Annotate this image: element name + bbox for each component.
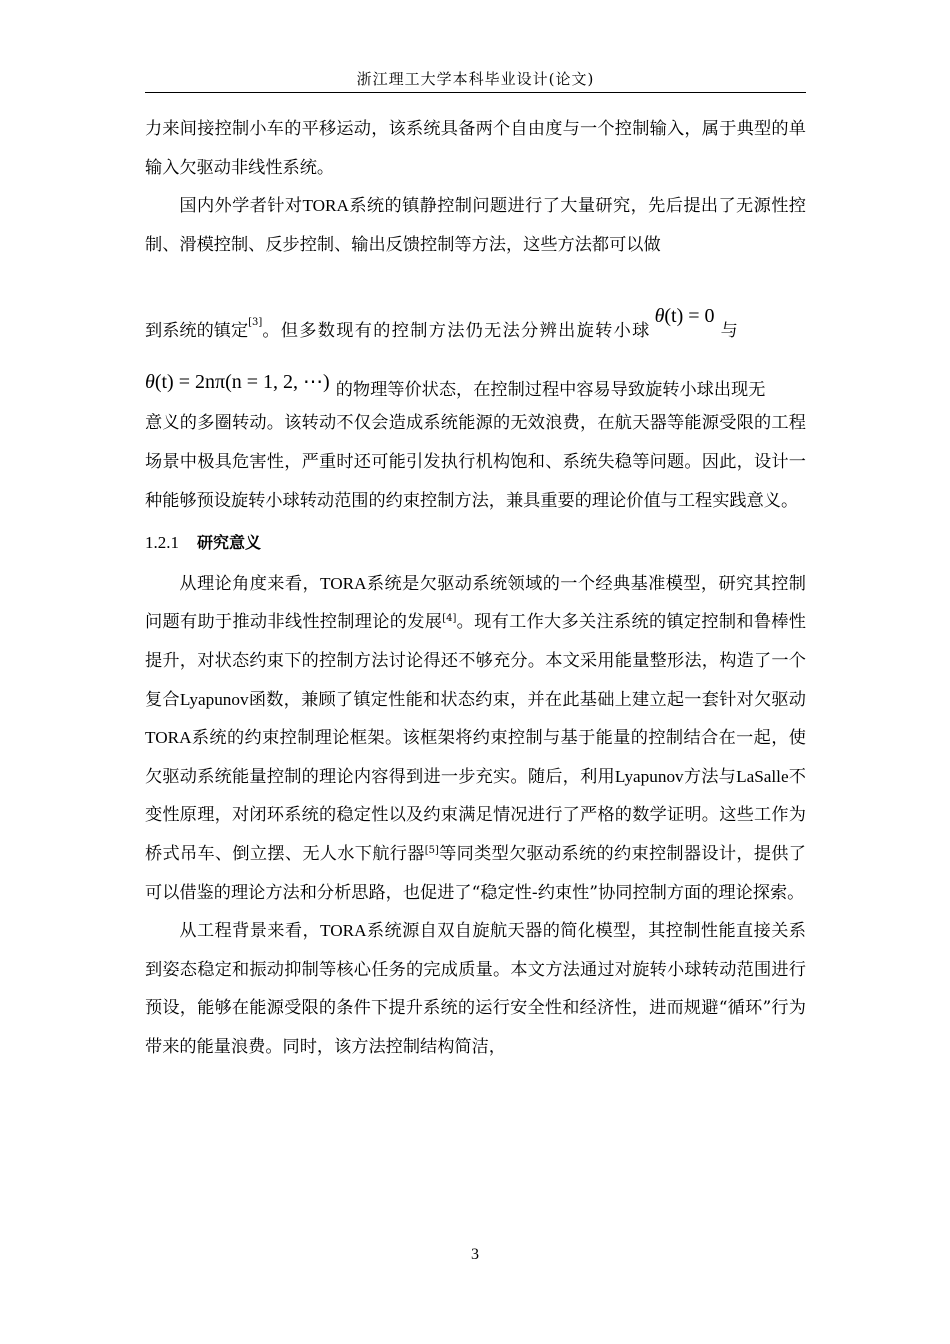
paragraph-4: 从工程背景来看，TORA系统源自双自旋航天器的简化模型，其控制性能直接关系到姿态稳定和振动抑制等核心任务的完成质量。本文方法通过对旋转小球转动范围进行预设，能够在能源受限的条件下提升系统的运行安全性和经济性，进而规避“循环”行为带来的能量浪费。同时，该方法控制结构简洁，: [145, 921, 806, 1057]
formula-theta-2npi: θ(t) = 2nπ(n = 1, 2, ⋯): [145, 371, 330, 394]
paragraph-3: 从理论角度来看，TORA系统是欠驱动系统领域的一个经典基准模型，研究其控制问题有助于推动非线性控制理论的发展[4]。现有工作大多关注系统的镇定控制和鲁棒性提升，对状态约束下的控制方法讨论得还不够充分。本文采用能量整形法，构造了一个复合Lyapunov函数，兼顾了镇定性能和状态约束，并在此基础上建立起一套针对欠驱动TORA系统的约束控制理论框架。该框架将约束控制与基于能量的控制结合在一起，使欠驱动系统能量控制的理论内容得到进一步充实。随后，利用Lyapunov方法与LaSalle不变性原理，对闭环系统的稳定性以及约束满足情况进行了严格的数学证明。这些工作为桥式吊车、倒立摆、无人水下航行器[5]等同类型欠驱动系统的约束控制器设计，提供了可以借鉴的理论方法和分析思路，也促进了“稳定性-约束性”协同控制方面的理论探索。: [145, 573, 806, 903]
header-rule: [145, 92, 806, 93]
citation-4: [4]: [442, 613, 457, 625]
formula-line-1: 到系统的镇定 [3] 。但多数现有的控制方法仍无法分辨出旋转小球 θ(t) = 0 与: [145, 264, 806, 346]
paragraph-1: 力来间接控制小车的平移运动，该系统具备两个自由度与一个控制输入，属于典型的单输入欠驱动非线性系统。: [145, 119, 806, 178]
citation-3: [3]: [248, 317, 263, 329]
paragraph-2: 国内外学者针对TORA系统的镇静控制问题进行了大量研究，先后提出了无源性控制、滑模控制、反步控制、输出反馈控制等方法，这些方法都可以做 到系统的镇定 [3] 。但多数现有的控制方法仍无法分辨出旋转小球 θ(t) = 0 与 θ(t) = 2nπ(n = 1, 2, ⋯) 的物理等价状态，在控制过程中容易导致旋转小球出现无 意义的多圈转动。该转动不仅会造成系统能源的无效浪费，在航天器等能源受限的工程场景中极具危害性，严重时还可能引发执行机构饱和、系统失稳等问题。因此，设计一种能够预设旋转小球转动范围的约束控制方法，兼具重要的理论价值与工程实践意义。: [145, 196, 806, 511]
citation-5: [5]: [424, 844, 439, 856]
section-heading: 1.2.1 研究意义: [145, 533, 262, 553]
page-number: 3: [471, 1246, 479, 1263]
formula-theta-zero: θ(t) = 0: [654, 305, 715, 328]
document-body: [145, 110, 806, 1066]
page-header: 浙江理工大学本科毕业设计(论文): [356, 70, 595, 88]
formula-line-2: θ(t) = 2nπ(n = 1, 2, ⋯) 的物理等价状态，在控制过程中容易导致旋转小球出现无: [145, 346, 806, 404]
